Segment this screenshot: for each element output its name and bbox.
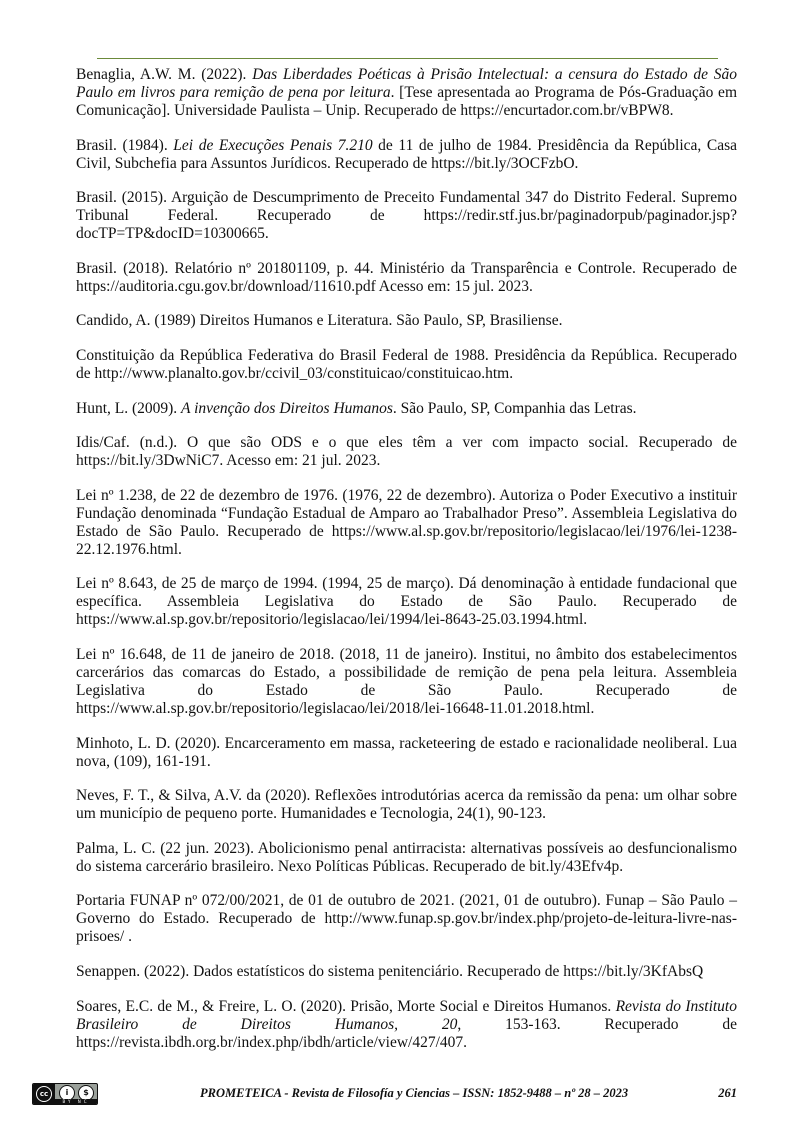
reference-item (76, 575, 737, 629)
ref-text: Lei nº 16.648, de 11 de janeiro de 2018. (2018, 11 de janeiro). Institui, no âmbito dos estabelecimentos carcerários das comarcas do Estado, a possibilidade de remição de pena pela leitura. Assembleia Legislativa do Estado de São Paulo. Recuperado de https://www.al.sp.gov.br/repositorio/legislacao/lei/2018/lei-16648-11.01.2018.html. (76, 645, 737, 717)
ref-text: Constituição da República Federativa do Brasil Federal de 1988. Presidência da República. Recuperado de http://www.planalto.gov.br/ccivil_03/constituicao/constituicao.htm. (76, 346, 737, 382)
reference-item (76, 998, 737, 1052)
ref-text: Portaria FUNAP nº 072/00/2021, de 01 de outubro de 2021. (2021, 01 de outubro). Funap – São Paulo – Governo do Estado. Recuperado de http://www.funap.sp.gov.br/index.php/projeto-de-leitura-livre-nas-prisoes/ . (76, 892, 737, 946)
reference-item (76, 312, 737, 330)
ref-text: Neves, F. T., & Silva, A.V. da (2020). Reflexões introdutórias acerca da remissão da pena: um olhar sobre um município de pequeno porte. Humanidades e Tecnologia, 24(1), 90-123. (76, 787, 737, 823)
reference-item (76, 347, 737, 383)
ref-title: A invenção dos Direitos Humanos (181, 399, 393, 417)
ref-title: Lei de Execuções Penais 7.210 (173, 136, 373, 154)
ref-text: . [Tese apresentada ao Programa de Pós-Graduação em Comunicação]. Universidade Paulista – Unip. Recuperado de https://encurtador.com.br/vBPW8. (76, 84, 737, 119)
reference-item (76, 400, 737, 418)
cc-icon: cc (36, 1086, 52, 1102)
reference-item (76, 260, 737, 296)
reference-item (76, 646, 737, 718)
reference-item (76, 892, 737, 946)
reference-item (76, 487, 737, 559)
ref-text: Lei nº 8.643, de 25 de março de 1994. (1994, 25 de março). Dá denominação à entidade fundacional que específica. Assembleia Legislativa do Estado de São Paulo. Recuperado de https://www.al.sp.gov.br/repositorio/legislacao/lei/1994/lei-8643-25.03.1994.html. (76, 575, 737, 629)
ref-text: Palma, L. C. (22 jun. 2023). Abolicionismo penal antirracista: alternativas possíveis ao desfuncionalismo do sistema carcerário brasileiro. Nexo Políticas Públicas. Recuperado de bit.ly/43Efv4p. (76, 839, 737, 875)
ref-text: Senappen. (2022). Dados estatísticos do sistema penitenciário. Recuperado de https://bit.ly/3KfAbsQ (76, 962, 704, 980)
noncommercial-icon: $ (78, 1085, 94, 1101)
ref-text: Minhoto, L. D. (2020). Encarceramento em massa, racketeering de estado e racionalidade neoliberal. Lua nova, (109), 161-191. (76, 734, 737, 770)
reference-item (76, 189, 737, 243)
ref-text: Brasil. (1984). (76, 136, 174, 154)
ref-title: Das Liberdades Poéticas à Prisão Intelectual: a censura do Estado de São Paulo em livros para remição de pena por leitura (76, 66, 737, 101)
reference-item (76, 735, 737, 771)
page-number: 261 (718, 1086, 737, 1100)
ref-text: Soares, E.C. de M., & Freire, L. O. (2020). Prisão, Morte Social e Direitos Humanos. (76, 997, 616, 1015)
attribution-icon: i (59, 1085, 75, 1101)
ref-text: Brasil. (2015). Arguição de Descumprimento de Preceito Fundamental 347 do Distrito Federal. Supremo Tribunal Federal. Recuperado de https://redir.stf.jus.br/paginadorpub/paginador.jsp?docTP=TP&docID=10300665. (76, 189, 737, 243)
header-rule (97, 58, 718, 59)
ref-text: de 11 de julho de 1984. Presidência da República, Casa Civil, Subchefia para Assuntos Jurídicos. Recuperado de https://bit.ly/3OCFzbO. (76, 136, 737, 172)
ref-title: Revista do Instituto Brasileiro de Direitos Humanos, 20 (76, 997, 737, 1033)
reference-item (76, 434, 737, 470)
ref-text: Brasil. (2018). Relatório nº 201801109, p. 44. Ministério da Transparência e Controle. Recuperado de https://auditoria.cgu.gov.br/download/11610.pdf Acesso em: 15 jul. 2023. (76, 259, 737, 295)
cc-license-badge[interactable] (32, 1083, 98, 1105)
reference-list (76, 66, 737, 1068)
reference-item (76, 137, 737, 173)
ref-text: Hunt, L. (2009). (76, 399, 182, 417)
ref-text: , 153-163. Recuperado de https://revista.ibdh.org.br/index.php/ibdh/article/view/427/407. (76, 1015, 737, 1051)
ref-text: Candido, A. (1989) Direitos Humanos e Literatura. São Paulo, SP, Brasiliense. (76, 312, 563, 330)
ref-text: Benaglia, A.W. M. (2022). (76, 66, 253, 83)
reference-item (76, 840, 737, 876)
reference-item (76, 963, 737, 981)
license-terms: BY NC (55, 1099, 97, 1104)
ref-text: . São Paulo, SP, Companhia das Letras. (392, 399, 637, 417)
reference-item (76, 66, 737, 120)
page-footer (32, 1083, 737, 1105)
ref-text: Lei nº 1.238, de 22 de dezembro de 1976. (1976, 22 de dezembro). Autoriza o Poder Executivo a instituir Fundação denominada “Fundação Estadual de Amparo ao Trabalhador Preso”. Assembleia Legislativa do Estado de São Paulo. Recuperado de https://www.al.sp.gov.br/repositorio/legislacao/lei/1976/lei-1238-22.12.1976.html. (76, 486, 737, 558)
reference-item (76, 787, 737, 823)
ref-text: Idis/Caf. (n.d.). O que são ODS e o que eles têm a ver com impacto social. Recuperado de https://bit.ly/3DwNiC7. Acesso em: 21 jul. 2023. (76, 434, 737, 470)
journal-citation: PROMETEICA - Revista de Filosofía y Ciencias – ISSN: 1852-9488 – nº 28 – 2023 (200, 1086, 629, 1100)
